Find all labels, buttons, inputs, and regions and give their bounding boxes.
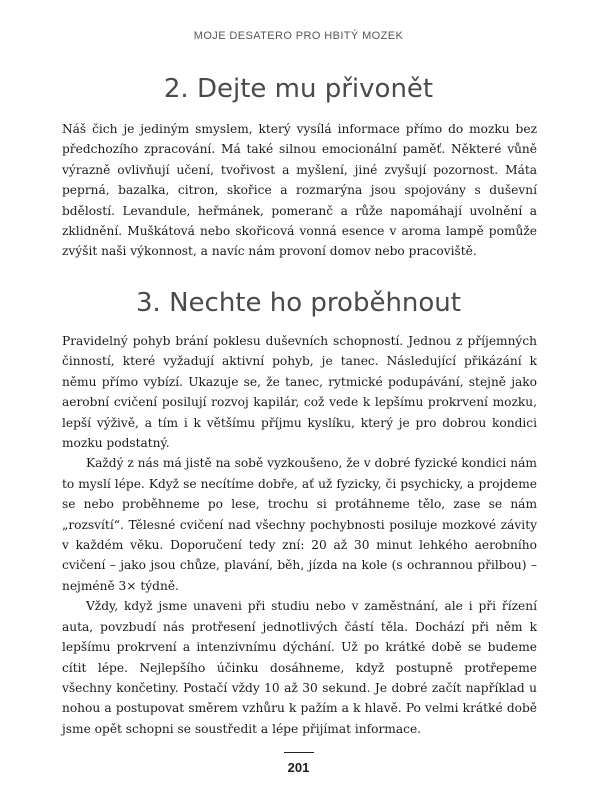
- section-body: [62, 119, 537, 262]
- footer-rule: [284, 752, 314, 753]
- running-header: MOJE DESATERO PRO HBITÝ MOZEK: [193, 30, 404, 42]
- paragraph: Náš čich je jediným smyslem, který vysílá informace přímo do mozku bez předchozího zpracování. Má také silnou emocionální paměť. Některé vůně výrazně ovlivňují učení, tvořivost a myšlení, jiné zvyšují pozornost. Máta peprná, bazalka, citron, skořice a rozmarýna jsou spojovány s duševní bdělostí. Levandule, heřmánek, pomeranč a růže napomáhají uvolnění a zklidnění. Muškátová nebo skořicová vonná esence v aroma lampě pomůže zvýšit naši výkonnost, a navíc nám provoní domov nebo pracoviště.: [62, 122, 537, 259]
- paragraph: Vždy, když jsme unaveni při studiu nebo v zaměstnání, ale i při řízení auta, povzbudí nás protřesení jednotlivých částí těla. Dochází při něm k lepšímu prokrvení a intenzivnímu dýchání. Už po krátké době se budeme cítit lépe. Nejlepšího účinku dosáhneme, když postupně protřepeme všechny končetiny. Postačí vždy 10 až 30 sekund. Je dobré začít například u nohou a postupovat směrem vzhůru k pažím a k hlavě. Po velmi krátké době jsme opět schopni se soustředit a lépe přijímat informace.: [62, 599, 537, 736]
- paragraph: Každý z nás má jistě na sobě vyzkoušeno, že v dobré fyzické kondici nám to myslí lépe. Když se necítíme dobře, ať už fyzicky, či psychicky, a projdeme se nebo proběhneme po lese, trochu si protáhneme tělo, zase se nám „rozsvítí“. Tělesné cvičení nad všechny pochybnosti posiluje mozkové závity v každém věku. Doporučení tedy zní: 20 až 30 minut lehkého aerobního cvičení – jako jsou chůze, plavání, běh, jízda na kole (s ochrannou přilbou) – nejméně 3× týdně.: [62, 456, 537, 593]
- section-body: [62, 331, 537, 739]
- page-number: 201: [287, 760, 310, 775]
- section-title: 3. Nechte ho proběhnout: [136, 288, 461, 318]
- section-title: 2. Dejte mu přivonět: [163, 74, 434, 104]
- paragraph: Pravidelný pohyb brání poklesu duševních schopností. Jednou z příjemných činností, které vyžadují aktivní pohyb, je tanec. Následující přikázání k němu přímo vybízí. Ukazuje se, že tanec, rytmické podupávání, stejně jako aerobní cvičení posilují rozvoj kapilár, což vede k lepšímu prokrvení mozku, lepší výživě, a tím i k většímu příjmu kyslíku, který je pro dobrou kondici mozku podstatný.: [62, 334, 537, 451]
